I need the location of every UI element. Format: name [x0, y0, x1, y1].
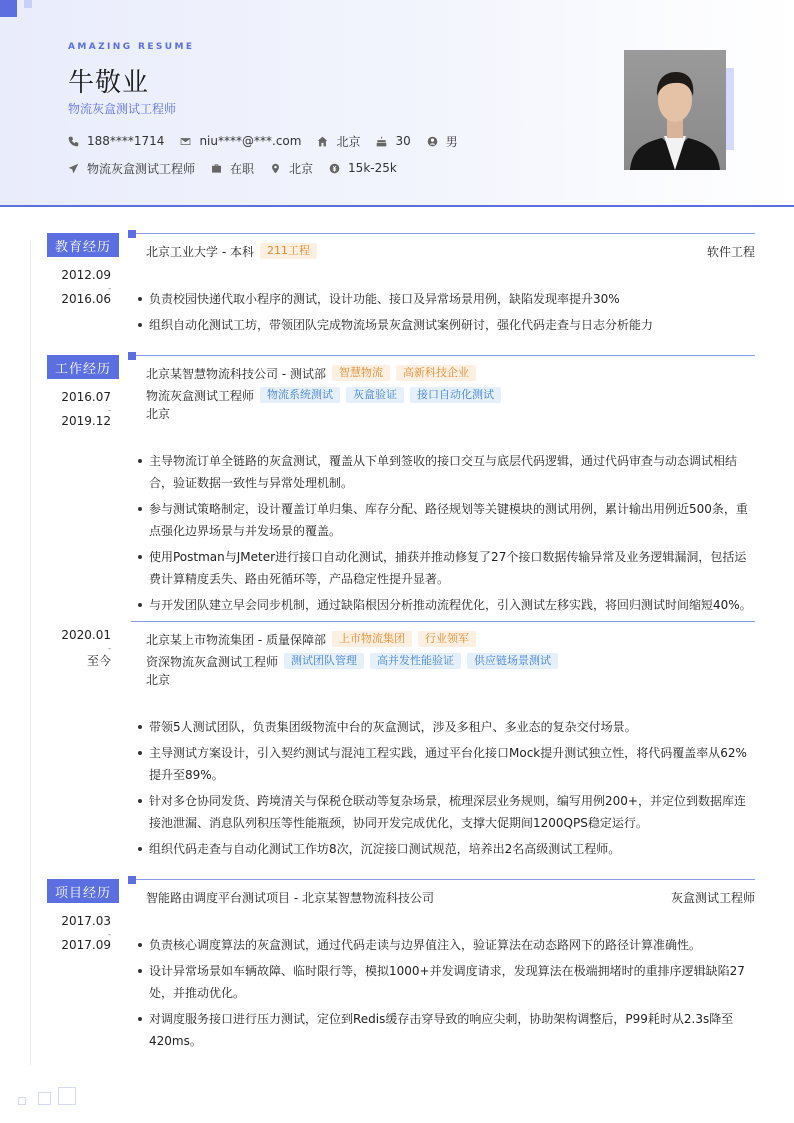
- candidate-job-title: 物流灰盒测试工程师: [68, 102, 177, 116]
- footer-decor-square: [38, 1092, 51, 1105]
- company-tag: 行业领军: [418, 631, 476, 647]
- education-tag: 211工程: [260, 243, 317, 259]
- home-icon: [317, 136, 328, 147]
- section-divider: [136, 355, 755, 356]
- city-text: 北京: [336, 134, 361, 149]
- status-item: [211, 160, 254, 177]
- list-item: 负责校园快递代取小程序的测试，设计功能、接口及异常场景用例，缺陷发现率提升30%: [137, 288, 757, 310]
- list-item: 带领5人测试团队，负责集团级物流中台的灰盒测试，涉及多租户、多业态的复杂交付场景。: [137, 716, 757, 738]
- job-company: 北京某上市物流集团 - 质量保障部: [146, 632, 326, 647]
- education-school-row: [146, 242, 317, 260]
- project-bullets: [137, 934, 757, 1056]
- education-major: 软件工程: [706, 245, 755, 259]
- job-start-date: 2016.07: [61, 390, 111, 404]
- section-marker: [128, 230, 136, 238]
- footer-decor-square: [58, 1087, 76, 1105]
- timeline-rail: [30, 240, 31, 1065]
- section-divider: [136, 233, 755, 234]
- target-city-item: [270, 160, 313, 177]
- list-item: 参与测试策略制定，设计覆盖订单归集、库存分配、路径规划等关键模块的测试用例，累计输出用例近500条，重点强化边界场景与并发场景的覆盖。: [137, 498, 757, 542]
- list-item: 与开发团队建立早会同步机制，通过缺陷根因分析推动流程优化，引入测试左移实践，将回归测试时间缩短40%。: [137, 594, 757, 616]
- company-tag: 上市物流集团: [332, 631, 412, 647]
- project-role: 灰盒测试工程师: [670, 891, 755, 905]
- section-divider: [136, 879, 755, 880]
- date-separator: -: [108, 406, 111, 415]
- date-separator: -: [108, 284, 111, 293]
- job-end-date: 至今: [86, 654, 111, 668]
- project-name: 智能路由调度平台测试项目 - 北京某智慧物流科技公司: [146, 890, 434, 905]
- job-company: 北京某智慧物流科技公司 - 测试部: [146, 366, 326, 381]
- section-title-project: 项目经历: [47, 879, 119, 903]
- position-tag: 灰盒验证: [346, 387, 404, 403]
- job-position: 资深物流灰盒测试工程师: [146, 654, 279, 669]
- send-icon: [68, 163, 79, 174]
- mail-icon: [180, 136, 191, 147]
- salary-text: 15k-25k: [348, 161, 397, 175]
- education-end-date: 2016.06: [61, 292, 111, 306]
- avatar: [624, 50, 726, 170]
- cake-icon: [376, 136, 387, 147]
- position-tag: 测试团队管理: [284, 653, 364, 669]
- job-company-row: [146, 364, 476, 382]
- list-item: 组织自动化测试工坊，带领团队完成物流场景灰盒测试案例研讨，强化代码走查与日志分析能力: [137, 314, 757, 336]
- job-position: 物流灰盒测试工程师: [146, 388, 255, 403]
- target-city-text: 北京: [289, 161, 314, 176]
- money-icon: [329, 163, 340, 174]
- status-text: 在职: [230, 161, 255, 176]
- list-item: 使用Postman与JMeter进行接口自动化测试，捕获并推动修复了27个接口数据传输异常及业务逻辑漏洞，包括运费计算精度丢失、路由死循环等，产品稳定性提升显著。: [137, 546, 757, 590]
- phone-item: [68, 134, 164, 148]
- job-divider: [131, 621, 755, 622]
- resume-tagline: AMAZING RESUME: [68, 42, 195, 52]
- project-end-date: 2017.09: [61, 938, 111, 952]
- target-job-item: [68, 160, 195, 177]
- section-marker: [128, 876, 136, 884]
- list-item: 组织代码走查与自动化测试工作坊8次，沉淀接口测试规范，培养出2名高级测试工程师。: [137, 838, 757, 860]
- target-job-text: 物流灰盒测试工程师: [87, 161, 196, 176]
- company-tag: 高新科技企业: [396, 365, 476, 381]
- job-bullets: [137, 716, 757, 864]
- job-location: 北京: [146, 407, 171, 421]
- candidate-name: 牛敬业: [68, 68, 150, 98]
- education-bullets: [137, 288, 757, 340]
- intent-row: [68, 159, 413, 177]
- job-location: 北京: [146, 673, 171, 687]
- briefcase-icon: [211, 163, 222, 174]
- list-item: 负责核心调度算法的灰盒测试，通过代码走读与边界值注入，验证算法在动态路网下的路径计算准确性。: [137, 934, 757, 956]
- city-item: [317, 133, 360, 150]
- project-start-date: 2017.03: [61, 914, 111, 928]
- list-item: 主导测试方案设计，引入契约测试与混沌工程实践，通过平台化接口Mock提升测试独立性，将代码覆盖率从62%提升至89%。: [137, 742, 757, 786]
- job-start-date: 2020.01: [61, 628, 111, 642]
- list-item: 主导物流订单全链路的灰盒测试，覆盖从下单到签收的接口交互与底层代码逻辑，通过代码审查与动态调试相结合，验证数据一致性与异常处理机制。: [137, 450, 757, 494]
- contact-row: [68, 132, 474, 150]
- email-text: niu****@***.com: [199, 134, 302, 148]
- decor-square: [0, 0, 17, 17]
- footer-decor-square: [18, 1097, 26, 1105]
- position-tag: 物流系统测试: [260, 387, 340, 403]
- decor-square-small: [24, 0, 32, 8]
- company-tag: 智慧物流: [332, 365, 390, 381]
- project-name-row: [146, 888, 434, 906]
- position-tag: 高并发性能验证: [370, 653, 461, 669]
- list-item: 对调度服务接口进行压力测试，定位到Redis缓存击穿导致的响应尖刺，协助架构调整后，P99耗时从2.3s降至420ms。: [137, 1008, 757, 1052]
- section-title-education: 教育经历: [47, 233, 119, 257]
- date-separator: -: [108, 644, 111, 653]
- position-tag: 供应链场景测试: [467, 653, 558, 669]
- user-circle-icon: [427, 136, 438, 147]
- education-school: 北京工业大学 - 本科: [146, 244, 254, 259]
- job-end-date: 2019.12: [61, 414, 111, 428]
- list-item: 针对多仓协同发货、跨境清关与保税仓联动等复杂场景，梳理深层业务规则，编写用例200+，并定位到数据库连接池泄漏、消息队列积压等性能瓶颈，协同开发完成优化，支撑大促期间1200QPS稳定运行。: [137, 790, 757, 834]
- job-bullets: [137, 450, 757, 620]
- gender-item: [427, 133, 458, 150]
- location-pin-icon: [270, 163, 281, 174]
- phone-icon: [68, 136, 79, 147]
- resume-header: [0, 0, 794, 207]
- section-marker: [128, 352, 136, 360]
- gender-text: 男: [445, 134, 458, 149]
- list-item: 设计异常场景如车辆故障、临时限行等，模拟1000+并发调度请求，发现算法在极端拥堵时的重排序逻辑缺陷27处，并推动优化。: [137, 960, 757, 1004]
- email-item: [180, 134, 301, 148]
- position-tag: 接口自动化测试: [410, 387, 501, 403]
- age-item: [376, 134, 410, 148]
- section-title-work: 工作经历: [47, 355, 119, 379]
- phone-text: 188****1714: [87, 134, 165, 148]
- job-position-row: [146, 652, 558, 670]
- date-separator: -: [108, 930, 111, 939]
- salary-item: [329, 161, 397, 175]
- age-text: 30: [395, 134, 411, 148]
- job-position-row: [146, 386, 501, 404]
- education-start-date: 2012.09: [61, 268, 111, 282]
- job-company-row: [146, 630, 476, 648]
